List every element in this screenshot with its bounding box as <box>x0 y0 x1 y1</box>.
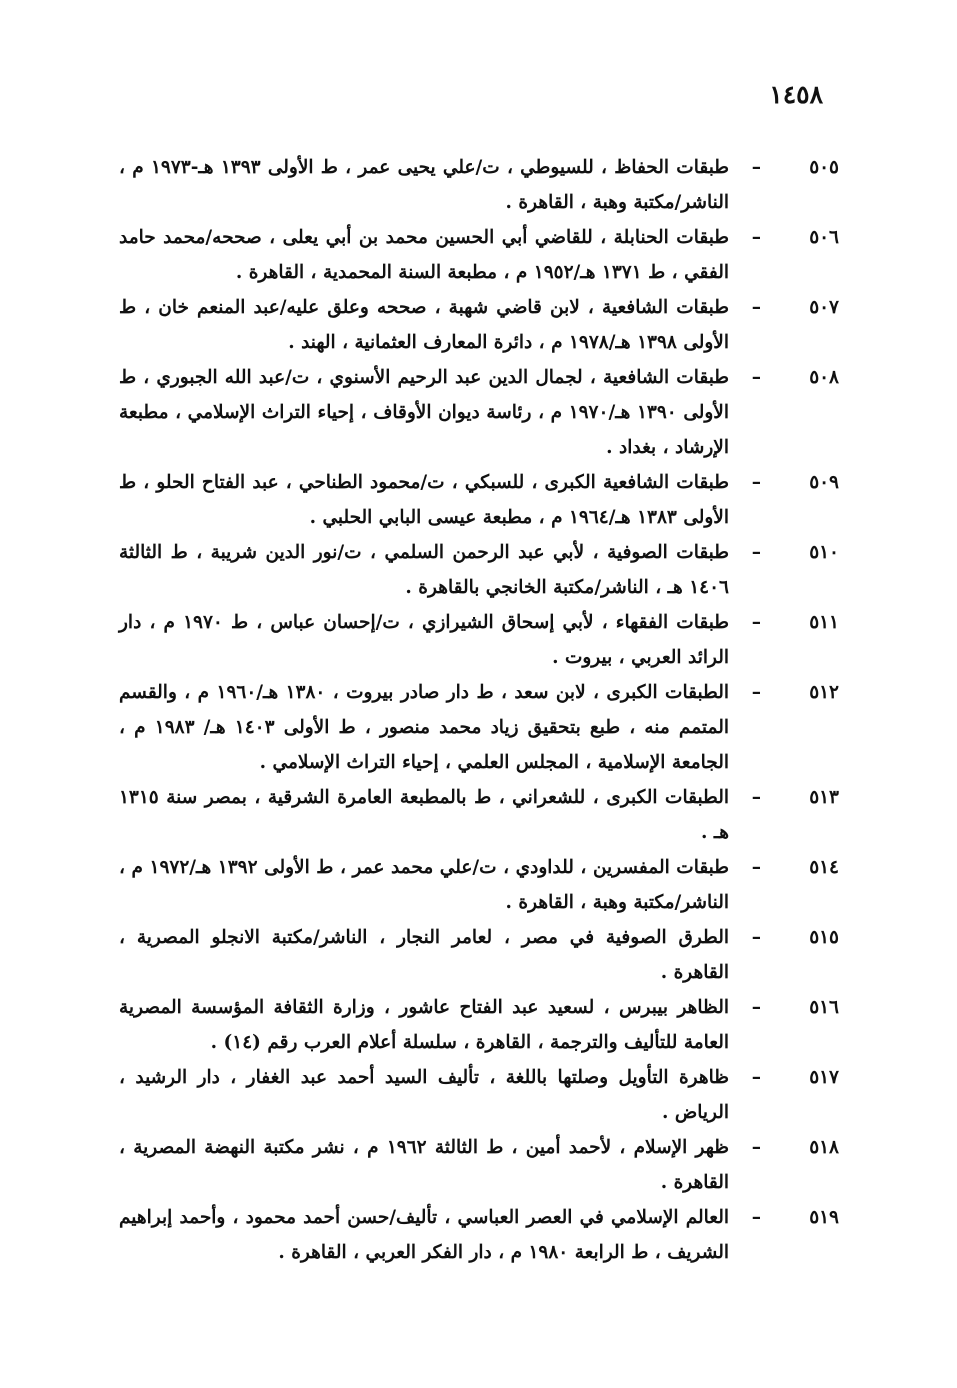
bibliography-list <box>119 150 839 1270</box>
entry-number: ٥٠٧ <box>809 297 839 318</box>
page-number: ١٤٥٨ <box>769 80 823 109</box>
entry-number: ٥١٦ <box>809 997 839 1018</box>
entry-dash: – <box>751 997 761 1018</box>
entry-text: طبقات المفسرين ، للداودي ، ت/علي محمد عمر ، ط الأولى ١٣٩٢ هـ/١٩٧٢ م ، الناشر/مكتبة وهبة ، القاهرة . <box>119 857 729 913</box>
bibliography-entry <box>119 1200 839 1270</box>
entry-text: الطرق الصوفية في مصر ، لعامر النجار ، الناشر/مكتبة الانجلو المصرية ، القاهرة . <box>119 927 729 983</box>
entry-text: ظهر الإسلام ، لأحمد أمين ، ط الثالثة ١٩٦٢ م ، نشر مكتبة النهضة المصرية ، القاهرة . <box>119 1137 729 1193</box>
entry-dash: – <box>751 542 761 563</box>
entry-dash: – <box>751 472 761 493</box>
bibliography-entry <box>119 850 839 920</box>
entry-text: طبقات الشافعية ، لجمال الدين عبد الرحيم الأسنوي ، ت/عبد الله الجبوري ، ط الأولى ١٣٩٠ هـ/١٩٧٠ م ، رئاسة ديوان الأوقاف ، إحياء التراث الإسلامي ، مطبعة الإرشاد ، بغداد . <box>119 367 729 458</box>
entry-text: ظاهرة التأويل وصلتها باللغة ، تأليف السيد أحمد عبد الغفار ، دار الرشيد ، الرياض . <box>119 1067 729 1123</box>
bibliography-entry <box>119 1060 839 1130</box>
entry-number: ٥١٢ <box>809 682 839 703</box>
bibliography-entry <box>119 605 839 675</box>
entry-dash: – <box>751 927 761 948</box>
entry-dash: – <box>751 297 761 318</box>
bibliography-entry <box>119 675 839 780</box>
entry-dash: – <box>751 157 761 178</box>
bibliography-entry <box>119 360 839 465</box>
entry-number: ٥١٠ <box>809 542 839 563</box>
entry-text: الطبقات الكبرى ، للشعراني ، ط بالمطبعة العامرة الشرقية ، بمصر سنة ١٣١٥ هـ . <box>119 787 729 843</box>
entry-dash: – <box>751 1207 761 1228</box>
entry-dash: – <box>751 682 761 703</box>
entry-dash: – <box>751 367 761 388</box>
bibliography-entry <box>119 920 839 990</box>
entry-number: ٥١٥ <box>809 927 839 948</box>
bibliography-entry <box>119 535 839 605</box>
entry-number: ٥٠٦ <box>809 227 839 248</box>
entry-text: طبقات الصوفية ، لأبي عبد الرحمن السلمي ، ت/نور الدين شريبة ، ط الثالثة ١٤٠٦ هـ ، الناشر/مكتبة الخانجي بالقاهرة . <box>119 542 729 598</box>
entry-text: الطبقات الكبرى ، لابن سعد ، ط دار صادر بيروت ، ١٣٨٠ هـ/١٩٦٠ م ، والقسم المتمم منه ، طبع بتحقيق زياد محمد منصور ، ط الأولى ١٤٠٣ هـ/ ١٩٨٣ م ، الجامعة الإسلامية ، المجلس العلمي ، إحياء التراث الإسلامي . <box>119 682 730 773</box>
bibliography-entry <box>119 990 839 1060</box>
entry-number: ٥٠٩ <box>809 472 839 493</box>
entry-text: طبقات الحنابلة ، للقاضي أبي الحسين محمد بن أبي يعلى ، صححه/محمد حامد الفقي ، ط ١٣٧١ هـ/١٩٥٢ م ، مطبعة السنة المحمدية ، القاهرة . <box>119 227 729 283</box>
entry-number: ٥١٤ <box>809 857 839 878</box>
bibliography-entry <box>119 150 839 220</box>
entry-dash: – <box>751 612 761 633</box>
entry-dash: – <box>751 1137 761 1158</box>
entry-text: الظاهر بيبرس ، لسعيد عبد الفتاح عاشور ، وزارة الثقافة المؤسسة المصرية العامة للتأليف والترجمة ، القاهرة ، سلسلة أعلام العرب رقم (١٤) . <box>119 997 729 1053</box>
entry-dash: – <box>751 787 761 808</box>
entry-dash: – <box>751 1067 761 1088</box>
bibliography-entry <box>119 290 839 360</box>
entry-number: ٥١٧ <box>809 1067 839 1088</box>
bibliography-entry <box>119 780 839 850</box>
entry-number: ٥٠٥ <box>809 157 839 178</box>
bibliography-entry <box>119 465 839 535</box>
entry-dash: – <box>751 227 761 248</box>
bibliography-entry <box>119 1130 839 1200</box>
entry-number: ٥١٨ <box>809 1137 839 1158</box>
entry-text: طبقات الحفاظ ، للسيوطي ، ت/علي يحيى عمر ، ط الأولى ١٣٩٣ هـ-١٩٧٣ م ، الناشر/مكتبة وهبة ، القاهرة . <box>119 157 730 213</box>
entry-text: طبقات الفقهاء ، لأبي إسحاق الشيرازي ، ت/إحسان عباس ، ط ١٩٧٠ م ، دار الرائد العربي ، بيروت . <box>119 612 730 668</box>
entry-number: ٥٠٨ <box>809 367 839 388</box>
entry-dash: – <box>751 857 761 878</box>
entry-number: ٥١٩ <box>809 1207 839 1228</box>
entry-text: طبقات الشافعية ، لابن قاضي شهبة ، صححه وعلق عليه/عبد المنعم خان ، ط الأولى ١٣٩٨ هـ/١٩٧٨ م ، دائرة المعارف العثمانية ، الهند . <box>119 297 729 353</box>
entry-text: العالم الإسلامي في العصر العباسي ، تأليف/حسن أحمد محمود ، وأحمد إبراهيم الشريف ، ط الرابعة ١٩٨٠ م ، دار الفكر العربي ، القاهرة . <box>119 1207 729 1263</box>
entry-number: ٥١١ <box>809 612 839 633</box>
entry-text: طبقات الشافعية الكبرى ، للسبكي ، ت/محمود الطناحي ، عبد الفتاح الحلو ، ط الأولى ١٣٨٣ هـ/١٩٦٤ م ، مطبعة عيسى البابي الحلبي . <box>119 472 729 528</box>
entry-number: ٥١٣ <box>809 787 839 808</box>
bibliography-entry <box>119 220 839 290</box>
